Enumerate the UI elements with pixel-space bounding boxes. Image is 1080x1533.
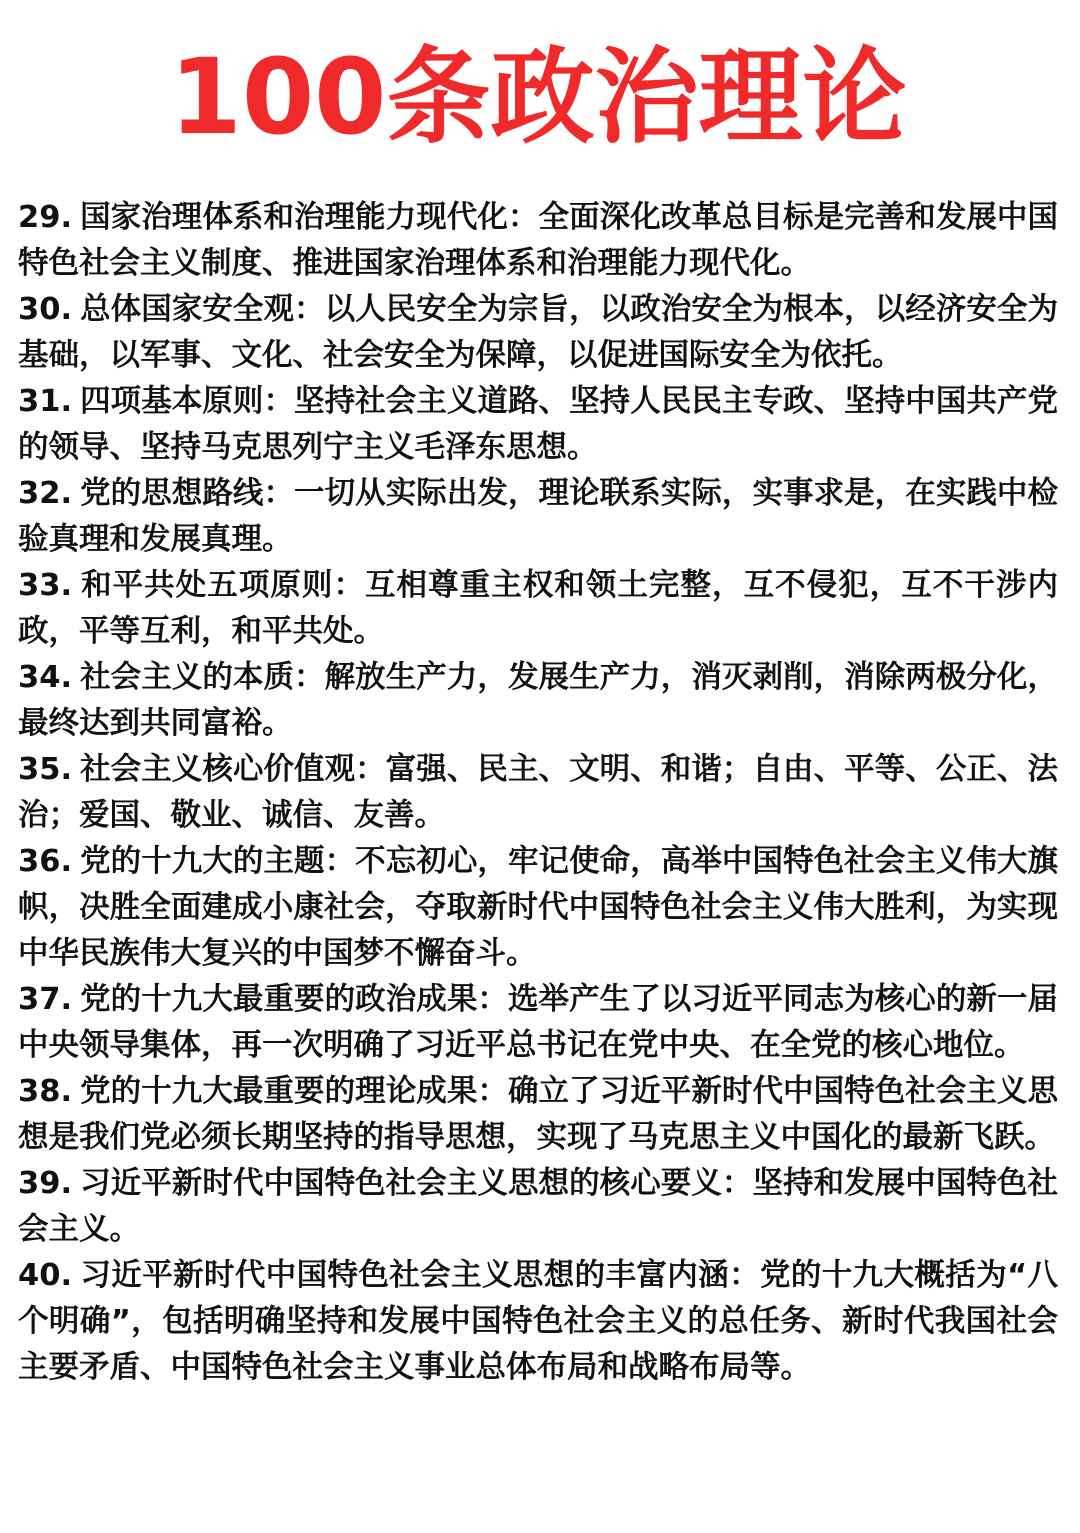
item-number: 39. bbox=[18, 1166, 73, 1201]
item-text: 党的十九大最重要的理论成果：确立了习近平新时代中国特色社会主义思想是我们党必须长期坚持的指导思想，实现了马克思主义中国化的最新飞跃。 bbox=[18, 1074, 1058, 1155]
item-number: 34. bbox=[18, 660, 73, 695]
list-item bbox=[18, 977, 1058, 1069]
item-number: 30. bbox=[18, 292, 73, 327]
item-number: 32. bbox=[18, 476, 73, 511]
item-text: 习近平新时代中国特色社会主义思想的丰富内涵：党的十九大概括为“八个明确”，包括明确坚持和发展中国特色社会主义的总任务、新时代我国社会主要矛盾、中国特色社会主义事业总体布局和战略布局等。 bbox=[18, 1258, 1058, 1385]
item-number: 31. bbox=[18, 384, 73, 419]
list-item bbox=[18, 195, 1058, 287]
theory-list bbox=[18, 195, 1058, 1391]
list-item bbox=[18, 839, 1058, 977]
item-number: 38. bbox=[18, 1074, 73, 1109]
list-item bbox=[18, 655, 1058, 747]
item-text: 党的思想路线：一切从实际出发，理论联系实际，实事求是，在实践中检验真理和发展真理。 bbox=[18, 476, 1058, 557]
item-text: 习近平新时代中国特色社会主义思想的核心要义：坚持和发展中国特色社会主义。 bbox=[18, 1166, 1058, 1247]
item-number: 37. bbox=[18, 982, 73, 1017]
item-number: 35. bbox=[18, 752, 73, 787]
item-text: 社会主义的本质：解放生产力，发展生产力，消灭剥削，消除两极分化，最终达到共同富裕。 bbox=[18, 660, 1058, 741]
item-text: 国家治理体系和治理能力现代化：全面深化改革总目标是完善和发展中国特色社会主义制度、推进国家治理体系和治理能力现代化。 bbox=[18, 200, 1058, 281]
item-text: 和平共处五项原则：互相尊重主权和领土完整，互不侵犯，互不干涉内政，平等互利，和平共处。 bbox=[18, 568, 1058, 649]
list-item bbox=[18, 1069, 1058, 1161]
item-text: 党的十九大最重要的政治成果：选举产生了以习近平同志为核心的新一届中央领导集体，再一次明确了习近平总书记在党中央、在全党的核心地位。 bbox=[18, 982, 1058, 1063]
item-number: 33. bbox=[18, 568, 73, 603]
item-number: 36. bbox=[18, 844, 73, 879]
item-number: 40. bbox=[18, 1258, 73, 1293]
list-item bbox=[18, 287, 1058, 379]
list-item bbox=[18, 379, 1058, 471]
item-number: 29. bbox=[18, 200, 73, 235]
list-item bbox=[18, 1253, 1058, 1391]
page-title: 100条政治理论 bbox=[169, 36, 907, 158]
item-text: 党的十九大的主题：不忘初心，牢记使命，高举中国特色社会主义伟大旗帜，决胜全面建成小康社会，夺取新时代中国特色社会主义伟大胜利，为实现中华民族伟大复兴的中国梦不懈奋斗。 bbox=[18, 844, 1058, 971]
item-text: 总体国家安全观：以人民安全为宗旨，以政治安全为根本，以经济安全为基础，以军事、文化、社会安全为保障，以促进国际安全为依托。 bbox=[18, 292, 1058, 373]
list-item bbox=[18, 747, 1058, 839]
item-text: 四项基本原则：坚持社会主义道路、坚持人民民主专政、坚持中国共产党的领导、坚持马克思列宁主义毛泽东思想。 bbox=[18, 384, 1058, 465]
list-item bbox=[18, 471, 1058, 563]
list-item bbox=[18, 563, 1058, 655]
list-item bbox=[18, 1161, 1058, 1253]
item-text: 社会主义核心价值观：富强、民主、文明、和谐；自由、平等、公正、法治；爱国、敬业、诚信、友善。 bbox=[18, 752, 1058, 833]
